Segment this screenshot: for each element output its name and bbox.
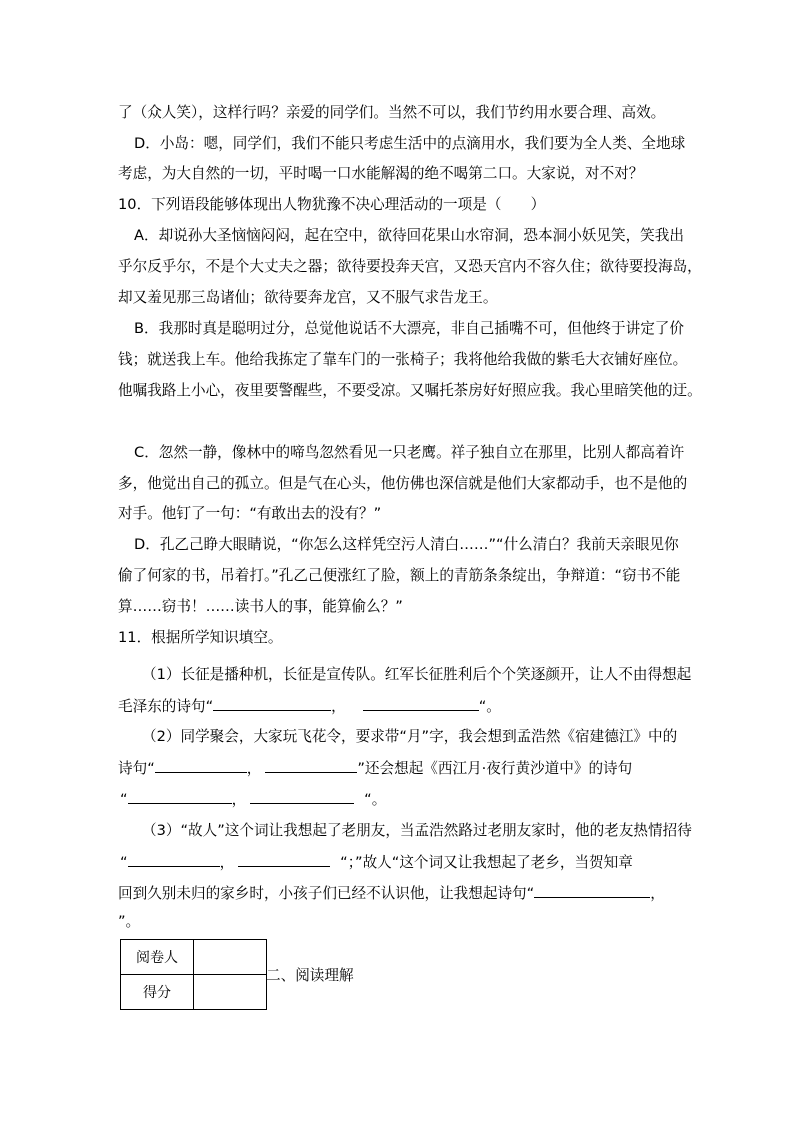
text: ， — [231, 791, 247, 808]
q11-part3-blanks — [120, 852, 633, 873]
answer-blank[interactable] — [213, 696, 331, 711]
answer-blank[interactable] — [265, 758, 357, 773]
text-line: 钱；就送我上车。他给我拣定了靠车门的一张椅子；我将他给我做的紫毛大衣铺好座位。 — [118, 351, 688, 368]
q11-part2: （2）同学聚会，大家玩飞花令，要求带“月”字，我会想到孟浩然《宿建德江》中的 — [142, 728, 678, 745]
text: “ — [120, 791, 128, 808]
text-line: 算……窃书！……读书人的事，能算偷么？” — [118, 598, 403, 615]
option-a-line: A．却说孙大圣恼恼闷闷，起在空中，欲待回花果山水帘洞，恐本洞小妖见笑，笑我出 — [134, 227, 684, 244]
text: “ — [120, 854, 128, 871]
text: 诗句“ — [118, 760, 155, 777]
score-label: 得分 — [121, 975, 194, 1010]
q11-part1-blanks — [118, 696, 501, 717]
answer-blank[interactable] — [534, 883, 650, 898]
text: “。 — [364, 791, 387, 808]
text-line: 了（众人笑），这样行吗？亲爱的同学们。当然不可以，我们节约用水要合理、高效。 — [118, 104, 666, 121]
text-line: 他嘱我路上小心，夜里要警醒些，不要受凉。又嘱托茶房好好照应我。我心里暗笑他的迂。 — [118, 382, 702, 399]
text: ”还会想起《西江月·夜行黄沙道中》的诗句 — [357, 760, 633, 777]
answer-blank[interactable] — [128, 852, 220, 867]
q11-part2-blanks-2 — [120, 789, 386, 810]
text: 回到久别未归的家乡时，小孩子们已经不认识他，让我想起诗句“ — [118, 885, 535, 902]
answer-blank[interactable] — [155, 758, 247, 773]
text: ， — [246, 760, 262, 777]
text: 毛泽东的诗句“ — [118, 698, 214, 715]
text-line: 却又羞见那三岛诸仙；欲待要奔龙宫，又不服气求告龙王。 — [118, 289, 498, 306]
option-d-line: D．孔乙己睁大眼睛说，“你怎么这样凭空污人清白……”“什么清白？我前天亲眼见你 — [134, 536, 679, 553]
option-b-line: B．我那时真是聪明过分，总觉他说话不大漂亮，非自己插嘴不可，但他终于讲定了价 — [134, 320, 684, 337]
option-d-line: D．小岛：嗯，同学们，我们不能只考虑生活中的点滴用水，我们要为全人类、全地球 — [134, 135, 686, 152]
text-line: 乎尔反乎尔，不是个大丈夫之器；欲待要投奔天宫，又恐天宫内不容久住；欲待要投海岛， — [118, 258, 702, 275]
option-c-line: C．忽然一静，像林中的啼鸟忽然看见一只老鹰。祥子独自立在那里，比别人都高着许 — [134, 444, 685, 461]
q11-part2-blanks — [118, 758, 632, 779]
text: ， — [650, 885, 665, 902]
answer-blank[interactable] — [128, 789, 232, 804]
q11-part1: （1）长征是播种机，长征是宣传队。红军长征胜利后个个笑逐颜开，让人不由得想起 — [142, 666, 692, 683]
text-line: 对手。他钉了一句：“有敢出去的没有？” — [118, 505, 382, 522]
text-line: 考虑，为大自然的一切，平时喝一口水能解渴的绝不喝第二口。大家说，对不对？ — [118, 165, 644, 182]
text: “；”故人“这个词又让我想起了老乡，当贺知章 — [340, 854, 633, 871]
text-line: 多，他觉出自己的孤立。但是气在心头，他仿佛也深信就是他们大家都动手，也不是他的 — [118, 475, 688, 492]
text: ， — [331, 698, 346, 715]
text-line: ”。 — [118, 913, 141, 930]
score-cell — [194, 975, 267, 1010]
q11-part3-line — [118, 883, 665, 904]
reviewer-cell — [194, 940, 267, 975]
answer-blank[interactable] — [363, 696, 479, 711]
answer-blank[interactable] — [250, 789, 354, 804]
question-11: 11．根据所学知识填空。 — [118, 629, 283, 646]
answer-blank[interactable] — [238, 852, 330, 867]
text-line: 偷了何家的书，吊着打。”孔乙己便涨红了脸，额上的青筋条条绽出，争辩道：“窃书不能 — [118, 567, 681, 584]
reviewer-label: 阅卷人 — [121, 940, 194, 975]
score-table — [120, 939, 267, 1010]
text: “。 — [478, 698, 501, 715]
text: ， — [219, 854, 235, 871]
q11-part3: （3）“故人”这个词让我想起了老朋友，当孟浩然路过老朋友家时，他的老友热情招待 — [142, 822, 692, 839]
question-10: 10．下列语段能够体现出人物犹豫不决心理活动的一项是（ ） — [118, 196, 546, 213]
section-title: 二、阅读理解 — [266, 967, 354, 984]
